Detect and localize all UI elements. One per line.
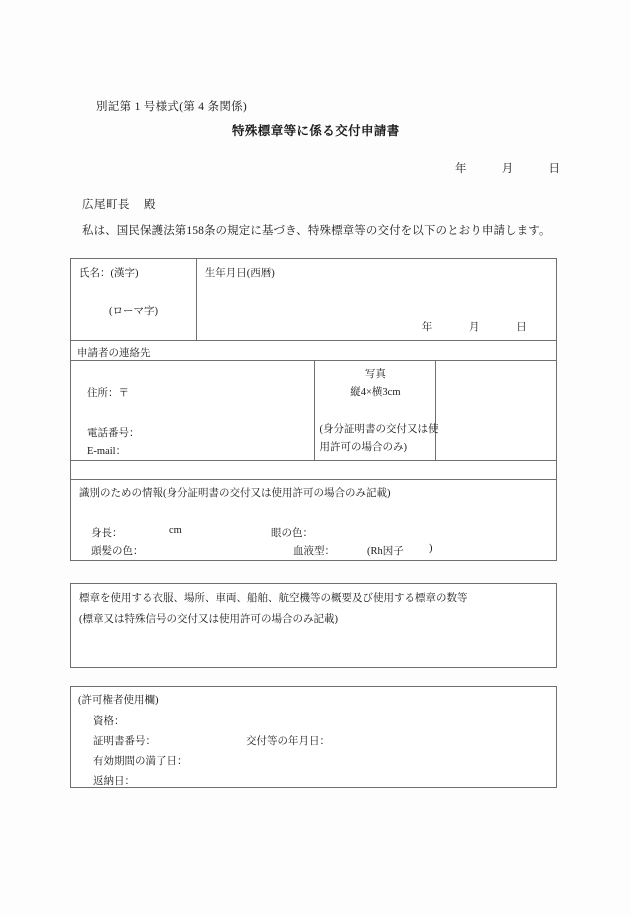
address-label: 住所：〒 [87, 388, 129, 399]
document-title: 特殊標章等に係る交付申請書 [232, 124, 400, 138]
photo-title-label: 写真 [364, 369, 386, 380]
email-label: E-mail： [87, 446, 127, 457]
submission-date-line [455, 160, 560, 176]
form-code: 別記第 1 号様式(第 4 条関係) [96, 101, 248, 113]
name-kanji-label: 氏名：(漢字) [79, 268, 139, 279]
telephone-label: 電話番号： [87, 428, 140, 439]
addressee-name: 広尾町長 [82, 199, 130, 211]
birthdate-day: 日 [516, 322, 527, 333]
birthdate-month: 月 [469, 322, 480, 333]
spacer-cell [71, 461, 556, 479]
permit-heading-label: (許可権者使用欄) [78, 695, 159, 706]
identification-heading-label: 識別のための情報(身分証明書の交付又は使用許可の場合のみ記載) [79, 488, 391, 499]
expiry-date-label: 有効期間の満了日： [93, 756, 188, 767]
birthdate-cell[interactable] [197, 259, 556, 340]
intro-paragraph: 私は、国民保護法第158条の規定に基づき、特殊標章等の交付を以下のとおり申請します。 [82, 225, 551, 237]
emblem-usage-box[interactable] [70, 583, 557, 668]
addressee-honorific: 殿 [144, 199, 156, 211]
addressee [82, 196, 156, 212]
name-cell[interactable] [71, 259, 197, 340]
issue-date-label: 交付等の年月日： [246, 736, 330, 747]
permit-holder-box[interactable] [70, 686, 557, 788]
submission-date-month: 月 [501, 163, 514, 175]
height-unit-label: cm [169, 525, 182, 536]
photo-note-line2: 用許可の場合のみ) [319, 442, 407, 453]
contact-photo-row [71, 361, 556, 461]
photo-cell[interactable] [315, 361, 439, 460]
certificate-number-label: 証明書番号： [93, 736, 156, 747]
rh-factor-close-paren: ) [429, 543, 433, 554]
birthdate-year: 年 [421, 322, 433, 333]
emblem-usage-line1: 標章を使用する衣服、場所、車両、船舶、航空機等の概要及び使用する標章の数等 [79, 593, 468, 604]
height-label: 身長： [91, 528, 123, 539]
hair-color-label: 頭髪の色： [91, 546, 144, 557]
rh-factor-label: (Rh因子 [367, 546, 404, 557]
applicant-details-table [70, 258, 557, 561]
name-roman-label: (ローマ字) [109, 306, 158, 317]
address-cell[interactable] [71, 361, 315, 460]
contact-heading-label: 申請者の連絡先 [77, 348, 151, 359]
submission-date-day: 日 [548, 163, 560, 175]
spacer-row [71, 461, 556, 480]
photo-size-label: 縦4×横3cm [350, 387, 401, 398]
qualification-label: 資格： [93, 716, 125, 727]
identification-cell[interactable] [71, 480, 556, 560]
birthdate-fields [422, 319, 527, 334]
photo-note-line1: (身分証明書の交付又は使 [319, 424, 439, 435]
emblem-usage-line2: (標章又は特殊信号の交付又は使用許可の場合のみ記載) [79, 614, 338, 625]
return-date-label: 返納日： [93, 776, 135, 787]
submission-date-year: 年 [455, 163, 467, 175]
contact-heading-cell [71, 341, 556, 360]
blood-type-label: 血液型： [293, 546, 335, 557]
eye-color-label: 眼の色： [271, 528, 313, 539]
name-birth-row [71, 259, 556, 341]
contact-heading-row [71, 341, 556, 361]
birthdate-label: 生年月日(西暦) [204, 268, 275, 279]
identification-row [71, 480, 556, 560]
contact-blank-cell [436, 361, 556, 460]
